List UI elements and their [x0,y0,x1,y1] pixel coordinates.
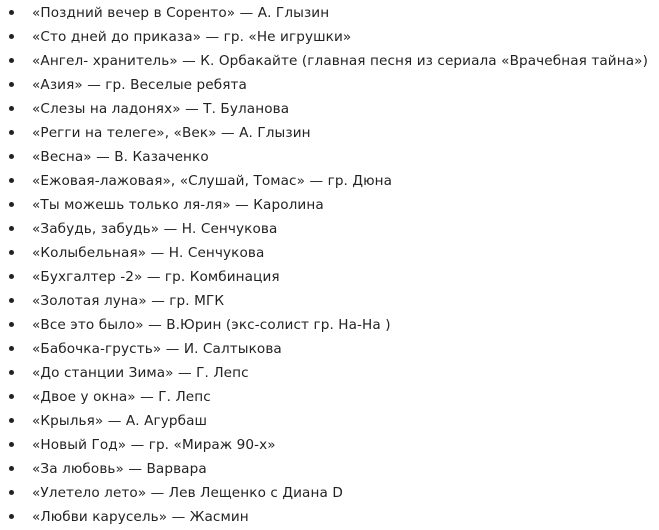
bullet-icon [9,394,14,399]
list-item [0,193,659,217]
list-item-text: «Любви карусель» — Жасмин [32,509,249,525]
list-item-text: «Колыбельная» — Н. Сенчукова [32,245,265,261]
bullet-icon [9,202,14,207]
list-item-text: «Двое у окна» — Г. Лепс [32,389,211,405]
bullet-icon [9,514,14,519]
list-item [0,145,659,169]
bullet-icon [9,346,14,351]
list-item [0,481,659,505]
list-item [0,313,659,337]
list-item [0,289,659,313]
list-item [0,433,659,457]
list-item-text: «Бухгалтер -2» — гр. Комбинация [32,269,280,285]
list-item [0,25,659,49]
bullet-icon [9,250,14,255]
list-item [0,265,659,289]
list-item-text: «Золотая луна» — гр. МГК [32,293,225,309]
list-item-text: «Слезы на ладонях» — Т. Буланова [32,101,290,117]
bullet-icon [9,106,14,111]
list-item [0,217,659,241]
bullet-icon [9,442,14,447]
bullet-icon [9,322,14,327]
list-item [0,169,659,193]
list-item-text: «Сто дней до приказа» — гр. «Не игрушки» [32,29,352,45]
list-item-text: «Улетело лето» — Лев Лещенко с Диана D [32,485,343,501]
list-item-text: «Крылья» — А. Агурбаш [32,413,208,429]
bullet-icon [9,178,14,183]
bullet-icon [9,58,14,63]
list-item [0,505,659,529]
list-item-text: «До станции Зима» — Г. Лепс [32,365,249,381]
list-item [0,49,659,73]
list-item [0,97,659,121]
list-item [0,337,659,361]
list-item-text: «Ежовая-лажовая», «Слушай, Томас» — гр. Дюна [32,173,393,189]
bullet-icon [9,274,14,279]
bullet-icon [9,370,14,375]
bullet-icon [9,490,14,495]
list-item-text: «Поздний вечер в Соренто» — А. Глызин [32,5,330,21]
song-list [0,1,659,529]
list-item [0,1,659,25]
list-item [0,241,659,265]
bullet-icon [9,298,14,303]
list-item-text: «Азия» — гр. Веселые ребята [32,77,247,93]
list-item [0,457,659,481]
list-item-text: «Бабочка-грусть» — И. Салтыкова [32,341,282,357]
bullet-icon [9,130,14,135]
list-item-text: «Весна» — В. Казаченко [32,149,209,165]
bullet-icon [9,10,14,15]
list-item [0,385,659,409]
bullet-icon [9,466,14,471]
list-item [0,361,659,385]
bullet-icon [9,82,14,87]
bullet-icon [9,34,14,39]
list-item-text: «Все это было» — В.Юрин (экс-солист гр. На-На ) [32,317,391,333]
list-item-text: «За любовь» — Варвара [32,461,207,477]
bullet-icon [9,154,14,159]
list-item-text: «Ты можешь только ля-ля» — Каролина [32,197,324,213]
list-item-text: «Ангел- хранитель» — К. Орбакайте (главная песня из сериала «Врачебная тайна») [32,53,648,69]
list-item [0,409,659,433]
list-item-text: «Регги на телеге», «Век» — А. Глызин [32,125,311,141]
bullet-icon [9,226,14,231]
list-item [0,121,659,145]
list-item-text: «Забудь, забудь» — Н. Сенчукова [32,221,278,237]
list-item [0,73,659,97]
bullet-icon [9,418,14,423]
list-item-text: «Новый Год» — гр. «Мираж 90-х» [32,437,276,453]
